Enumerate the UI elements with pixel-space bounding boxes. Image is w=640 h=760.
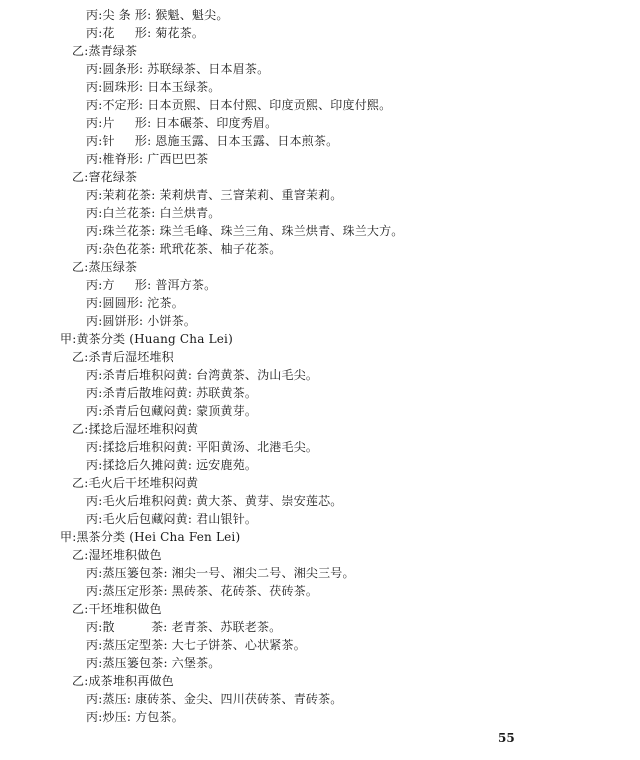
line-bing: 丙:毛火后包藏闷黄: 君山银针。 [86, 512, 258, 526]
line-bing: 丙:揉捻后久摊闷黄: 远安鹿苑。 [86, 458, 258, 472]
line-bing: 丙:杂色花茶: 玳玳花茶、柚子花茶。 [86, 242, 282, 256]
line-bing: 丙:杀青后散堆闷黄: 苏联黄茶。 [86, 386, 258, 400]
line-bing: 丙:珠兰花茶: 珠兰毛峰、珠兰三角、珠兰烘青、珠兰大方。 [86, 224, 404, 238]
line-bing: 丙:蒸压定形茶: 黑砖茶、花砖茶、茯砖茶。 [86, 584, 319, 598]
line-bing: 丙:蒸压: 康砖茶、金尖、四川茯砖茶、青砖茶。 [86, 692, 343, 706]
line-bing: 丙:白兰花茶: 白兰烘青。 [86, 206, 221, 220]
line-bing: 丙:片 形: 日本碾茶、印度秀眉。 [86, 116, 278, 130]
line-yi: 乙:干坯堆积做色 [72, 602, 162, 616]
line-yi: 乙:杀青后湿坯堆积 [72, 350, 174, 364]
page-number: 55 [498, 731, 515, 745]
line-bing: 丙:椎脊形: 广西巴巴茶 [86, 152, 209, 166]
line-bing: 丙:杀青后包藏闷黄: 蒙顶黄芽。 [86, 404, 258, 418]
line-bing: 丙:尖 条 形: 猴魁、魁尖。 [86, 8, 229, 22]
line-bing: 丙:茉莉花茶: 茉莉烘青、三窨茉莉、重窨茉莉。 [86, 188, 343, 202]
line-yi: 乙:成茶堆积再做色 [72, 674, 174, 688]
line-bing: 丙:圆圆形: 沱茶。 [86, 296, 184, 310]
line-yi: 乙:蒸青绿茶 [72, 44, 138, 58]
line-bing: 丙:揉捻后堆积闷黄: 平阳黄汤、北港毛尖。 [86, 440, 319, 454]
line-yi: 乙:蒸压绿茶 [72, 260, 138, 274]
line-bing: 丙:散 茶: 老青茶、苏联老茶。 [86, 620, 282, 634]
line-bing: 丙:杀青后堆积闷黄: 台湾黄茶、沩山毛尖。 [86, 368, 319, 382]
line-bing: 丙:毛火后堆积闷黄: 黄大茶、黄芽、崇安莲芯。 [86, 494, 343, 508]
line-yi: 乙:湿坯堆积做色 [72, 548, 162, 562]
line-bing: 丙:蒸压定型茶: 大七子饼茶、心状紧茶。 [86, 638, 306, 652]
line-bing: 丙:炒压: 方包茶。 [86, 710, 184, 724]
line-bing: 丙:蒸压篓包茶: 六堡茶。 [86, 656, 221, 670]
line-bing: 丙:蒸压篓包茶: 湘尖一号、湘尖二号、湘尖三号。 [86, 566, 355, 580]
line-bing: 丙:方 形: 普洱方茶。 [86, 278, 217, 292]
line-bing: 丙:圆饼形: 小饼茶。 [86, 314, 197, 328]
line-jia: 甲:黑茶分类 (Hei Cha Fen Lei) [60, 530, 241, 544]
line-yi: 乙:窨花绿茶 [72, 170, 138, 184]
line-bing: 丙:花 形: 菊花茶。 [86, 26, 205, 40]
line-yi: 乙:毛火后干坯堆积闷黄 [72, 476, 199, 490]
line-bing: 丙:圆条形: 苏联绿茶、日本眉茶。 [86, 62, 270, 76]
line-yi: 乙:揉捻后湿坯堆积闷黄 [72, 422, 199, 436]
line-jia: 甲:黄茶分类 (Huang Cha Lei) [60, 332, 233, 346]
line-bing: 丙:不定形: 日本贡熙、日本付熙、印度贡熙、印度付熙。 [86, 98, 392, 112]
line-bing: 丙:圆珠形: 日本玉绿茶。 [86, 80, 221, 94]
line-bing: 丙:针 形: 恩施玉露、日本玉露、日本煎茶。 [86, 134, 339, 148]
